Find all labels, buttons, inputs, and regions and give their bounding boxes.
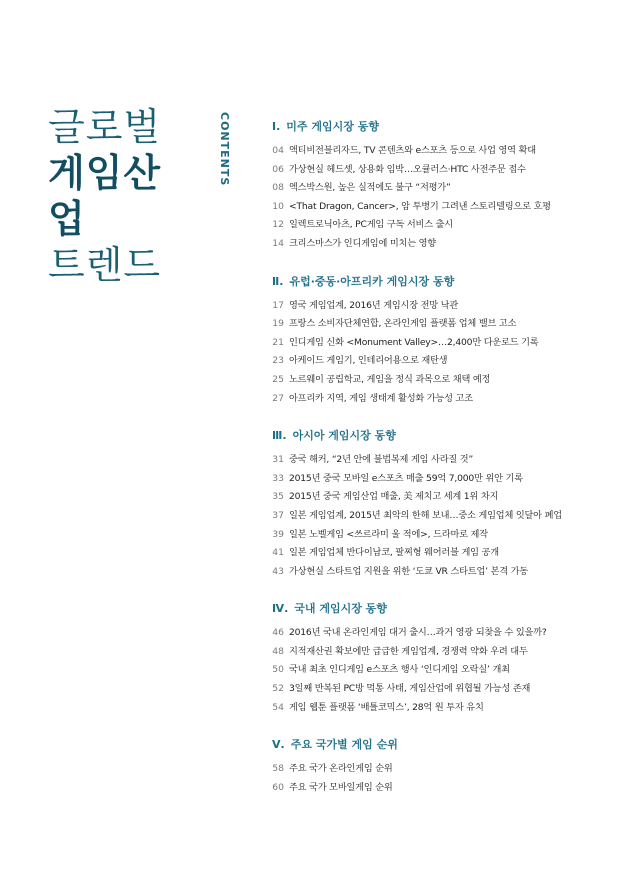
toc-entry[interactable] — [268, 526, 613, 545]
toc-entry[interactable] — [268, 488, 613, 507]
toc-entry[interactable] — [268, 563, 613, 582]
section-heading — [272, 600, 613, 616]
entry-page-number: 04 — [272, 145, 284, 156]
entry-title: 2015년 중국 모바일 e스포츠 매출 59억 7,000만 위안 기록 — [289, 472, 523, 484]
toc-section — [268, 600, 613, 717]
title-line-1: 글로벌 — [48, 105, 162, 149]
entry-title: 인디게임 신화 <Monument Valley>…2,400만 다운로드 기록 — [289, 336, 539, 348]
toc-section — [268, 273, 613, 409]
entry-title: <That Dragon, Cancer>, 암 투병기 그려낸 스토리텔링으로 호평 — [289, 200, 551, 212]
entry-page-number: 48 — [272, 645, 284, 657]
toc-entry[interactable] — [268, 315, 613, 334]
toc-entry[interactable] — [268, 680, 613, 699]
entry-title: 아프리카 지역, 게임 생태계 활성화 가능성 고조 — [289, 392, 473, 404]
entry-title: 일본 게임업계, 2015년 최악의 한해 보내…중소 게임업체 잇달아 폐업 — [289, 509, 562, 521]
entry-title: 게임 웹툰 플랫폼 ‘배틀코믹스’, 28억 원 투자 유치 — [289, 701, 484, 713]
section-title: 아시아 게임시장 동향 — [292, 429, 396, 443]
entry-page-number: 31 — [272, 454, 284, 466]
entry-title: 가상현실 헤드셋, 상용화 임박…오큘러스·HTC 사전주문 접수 — [289, 163, 526, 175]
section-number: Ⅱ. — [272, 274, 284, 288]
document-title — [48, 104, 198, 288]
entry-title: 2015년 중국 게임산업 매출, 美 제치고 세계 1위 차지 — [289, 491, 499, 503]
toc-entry[interactable] — [268, 760, 613, 779]
entry-page-number: 14 — [272, 237, 284, 249]
section-heading — [272, 736, 613, 752]
entry-page-number: 50 — [272, 664, 284, 676]
section-title: 미주 게임시장 동향 — [286, 120, 379, 133]
toc-section — [268, 427, 613, 581]
entry-title: 2016년 국내 온라인게임 대거 출시…과거 영광 되찾을 수 있을까? — [289, 627, 547, 639]
entry-page-number: 06 — [272, 163, 284, 175]
toc-entry[interactable] — [268, 643, 613, 662]
entry-title: 가상현실 스타트업 지원을 위한 ‘도쿄 VR 스타트업’ 본격 가동 — [289, 565, 529, 577]
toc-entry[interactable] — [268, 779, 613, 798]
entry-title: 크리스마스가 인디게임에 미치는 영향 — [289, 237, 436, 249]
contents-label: CONTENTS — [218, 112, 231, 187]
section-title: 주요 국가별 게임 순위 — [290, 738, 398, 752]
entry-page-number: 54 — [272, 701, 284, 713]
section-title: 유럽·중동·아프리카 게임시장 동향 — [289, 274, 455, 288]
entry-page-number: 37 — [272, 509, 284, 521]
entry-page-number: 17 — [272, 299, 284, 311]
section-heading — [272, 273, 613, 289]
section-heading — [272, 118, 613, 134]
toc-entry[interactable] — [268, 235, 613, 254]
entry-title: 3일째 반복된 PC방 먹통 사태, 게임산업에 위협될 가능성 존재 — [289, 683, 531, 695]
entry-page-number: 41 — [272, 547, 284, 559]
entry-title: 프랑스 소비자단체연합, 온라인게임 플랫폼 업체 밸브 고소 — [289, 318, 517, 330]
entry-page-number: 10 — [272, 200, 284, 212]
entry-title: 엑스박스원, 높은 실적에도 불구 “저평가” — [289, 182, 451, 194]
table-of-contents — [268, 118, 613, 816]
entry-title: 액티비전블리자드, TV 콘텐츠와 e스포츠 등으로 사업 영역 확대 — [289, 145, 536, 156]
entry-page-number: 60 — [272, 781, 284, 793]
title-line-2: 게임산업 — [48, 151, 162, 241]
entry-page-number: 23 — [272, 355, 284, 367]
toc-entry[interactable] — [268, 451, 613, 470]
toc-entry[interactable] — [268, 544, 613, 563]
section-title: 국내 게임시장 동향 — [294, 602, 387, 616]
toc-entry[interactable] — [268, 297, 613, 316]
entry-page-number: 58 — [272, 763, 284, 775]
entry-page-number: 52 — [272, 683, 284, 695]
entry-page-number: 25 — [272, 373, 284, 385]
entry-title: 영국 게임업계, 2016년 게임시장 전망 낙관 — [289, 299, 459, 311]
toc-entry[interactable] — [268, 179, 613, 198]
entry-page-number: 12 — [272, 219, 284, 231]
toc-section — [268, 736, 613, 797]
toc-entry[interactable] — [268, 334, 613, 353]
entry-page-number: 21 — [272, 336, 284, 348]
section-number: Ⅲ. — [272, 429, 287, 443]
toc-entry[interactable] — [268, 371, 613, 390]
entry-title: 지적재산권 확보에만 급급한 게임업계, 경쟁력 약화 우려 대두 — [289, 645, 528, 657]
title-line-3: 트렌드 — [48, 243, 162, 287]
section-number: Ⅳ. — [272, 602, 289, 616]
entry-title: 일렉트로닉아츠, PC게임 구독 서비스 출시 — [289, 219, 453, 231]
entry-page-number: 43 — [272, 565, 284, 577]
toc-section — [268, 118, 613, 254]
toc-entry[interactable] — [268, 470, 613, 489]
entry-title: 일본 게임업체 반다이남코, 팔찌형 웨어러블 게임 공개 — [289, 547, 499, 559]
entry-page-number: 08 — [272, 182, 284, 194]
toc-entry[interactable] — [268, 699, 613, 718]
toc-entry[interactable] — [268, 352, 613, 371]
entry-title: 중국 해커, “2년 안에 불법복제 게임 사라질 것” — [289, 454, 474, 466]
entry-title: 노르웨이 공립학교, 게임을 정식 과목으로 채택 예정 — [289, 373, 491, 385]
entry-title: 국내 최초 인디게임 e스포츠 행사 ‘인디게임 오락실’ 개최 — [289, 664, 510, 676]
toc-entry[interactable] — [268, 161, 613, 180]
entry-page-number: 35 — [272, 491, 284, 503]
section-number: Ⅰ. — [272, 120, 281, 133]
entry-title: 주요 국가 온라인게임 순위 — [289, 763, 393, 775]
entry-page-number: 33 — [272, 472, 284, 484]
entry-page-number: 19 — [272, 318, 284, 330]
toc-entry[interactable] — [268, 507, 613, 526]
toc-entry[interactable] — [268, 216, 613, 235]
entry-title: 주요 국가 모바일게임 순위 — [289, 781, 393, 793]
section-number: Ⅴ. — [272, 738, 285, 752]
entry-page-number: 27 — [272, 392, 284, 404]
toc-entry[interactable] — [268, 661, 613, 680]
entry-page-number: 46 — [272, 627, 284, 639]
entry-page-number: 39 — [272, 528, 284, 540]
toc-entry[interactable] — [268, 390, 613, 409]
toc-entry[interactable] — [268, 624, 613, 643]
toc-entry[interactable] — [268, 198, 613, 217]
toc-entry[interactable] — [268, 142, 613, 161]
entry-title: 아케이드 게임기, 인테리어용으로 재탄생 — [289, 355, 448, 367]
section-heading — [272, 427, 613, 443]
entry-title: 일본 노벨게임 <쓰르라미 울 적에>, 드라마로 제작 — [289, 528, 488, 540]
